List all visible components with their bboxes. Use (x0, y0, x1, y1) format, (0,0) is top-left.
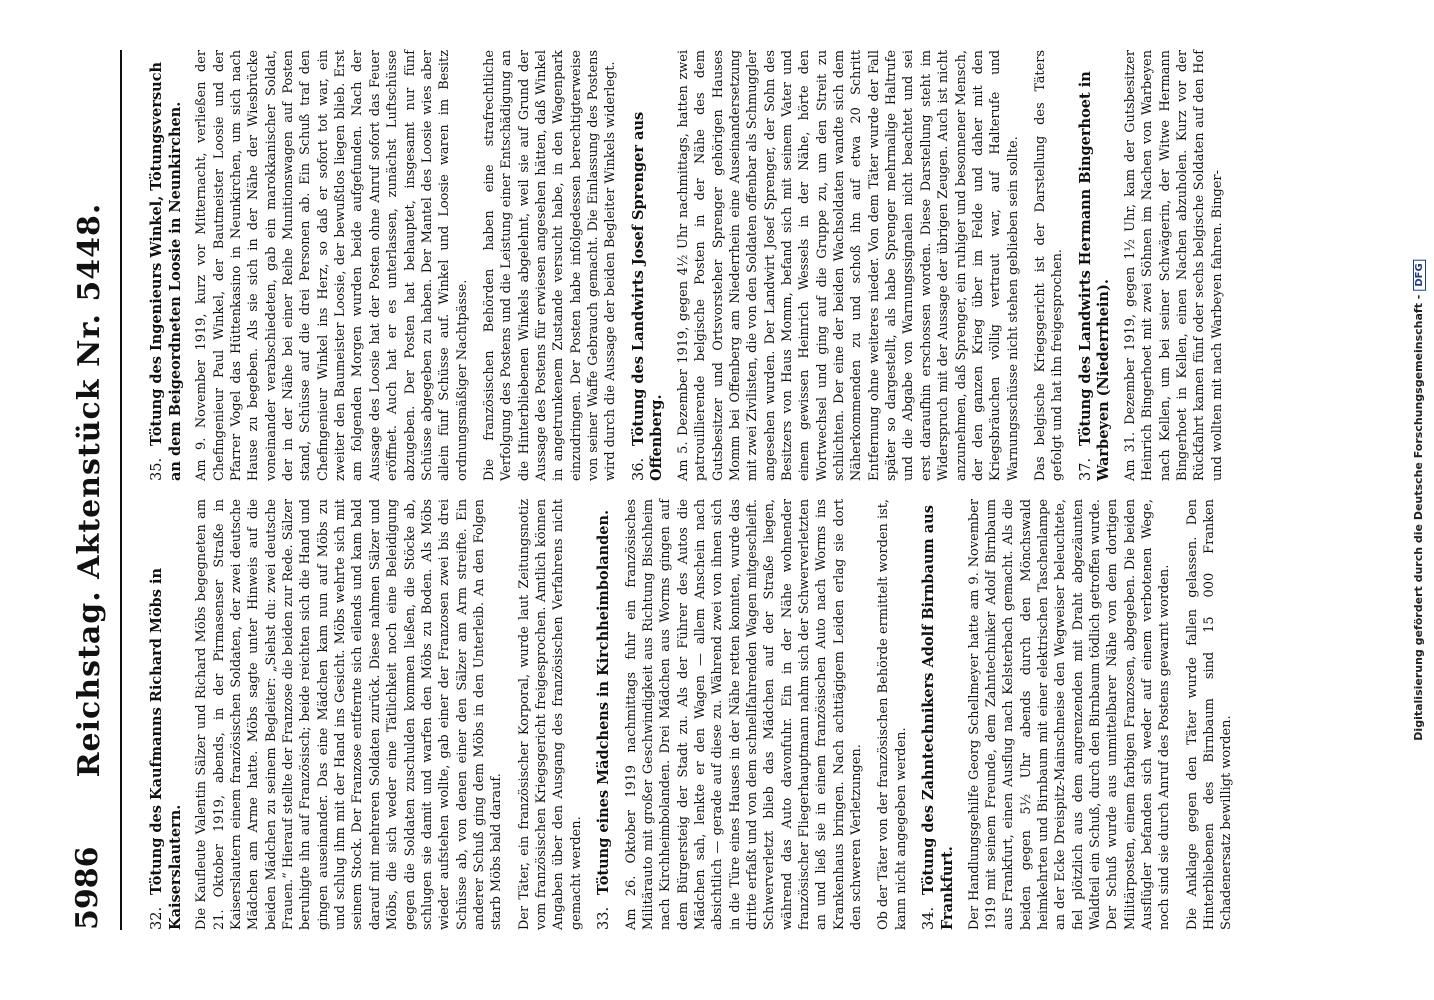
right-column (140, 50, 1246, 481)
paragraph: Der Täter, ein französischer Korporal, wurde laut Zeitungsnotiz vom französischen Kriegsgericht freigesprochen. Amtlich können Angaben über den Ausgang des französischen Verfahrens nicht gemacht werden. (516, 499, 584, 930)
section-32 (148, 499, 585, 930)
section-37 (1077, 50, 1226, 481)
section-heading (1077, 50, 1113, 481)
paragraph: Am 9. November 1919, kurz vor Mitternacht, verließen der Chefingenieur Paul Winkel, der Bautmeister Loosie und der Pfarrer Vogel das Hüttenkasino in Neunkirchen, um sich nach Hause zu begeben. Als sie sich in der Nähe der Wiesbrücke voneinander verabschiedeten, gab ein marokkanischer Soldat, der in der Nähe bei einer Reihe Munitionswagen auf Posten stand, Schüsse auf die drei Personen ab. Ein Schuß traf den Chefingenieur Winkel ins Herz, so daß er sofort tot war, ein zweiter den Baumeister Loosie, der bewußtlos liegen blieb. Erst am folgenden Morgen wurden beide aufgefunden. Nach der Aussage des Loosie hat der Posten ohne Anruf sofort das Feuer eröffnet. Auch hat er es unterlassen, zunächst Luftschüsse abzugeben. Der Posten hat behauptet, insgesamt nur fünf Schüsse abgegeben zu haben. Der Mantel des Loosie wies aber allein fünf Schüsse auf. Winkel und Loosie waren im Besitz ordnungsmäßiger Nachtpässe. (194, 50, 470, 481)
columns (140, 50, 1246, 930)
paragraph: Am 26. Oktober 1919 nachmittags fuhr ein französisches Militärauto mit großer Geschwindigkeit aus Richtung Bischheim nach Kirchheimbolanden. Drei Mädchen aus Worms gingen auf dem Bürgersteig der Stadt zu. Als der Führer des Autos die Mädchen sah, lenkte er den Wagen — allem Anschein nach absichtlich — gerade auf diese zu. Während zwei von ihnen sich in die Türe eines Hauses in der Nähe retten konnten, wurde das dritte erfaßt und von dem schnellfahrenden Wagen mitgeschleift. Schwerverletzt blieb das Mädchen auf der Straße liegen, während das Auto davonfuhr. Ein in der Nähe wohnender französischer Fliegerhauptmann nahm sich der Schwerverletzten an und ließ sie in einem französischen Auto nach Worms ins Krankenhaus bringen. Nach achttägigem Leiden erlag sie dort den schweren Verletzungen. (623, 499, 865, 930)
header-title: Reichstag. Aktenstück Nr. 5448. (72, 202, 107, 778)
credit-text: Digitalisierung gefördert durch die Deutsche Forschungsgemeinschaft - (1412, 294, 1425, 741)
section-33 (595, 499, 910, 930)
page-number: 5986 (70, 846, 105, 930)
section-heading (920, 499, 956, 930)
section-title: Tötung eines Mädchens in Kirchheimbolanden. (594, 509, 612, 895)
paragraph: Am 31. Dezember 1919, gegen 1½ Uhr, kam der Gutsbesitzer Heinrich Bingerhoet mit zwei Söhnen im Nachen von Warbeyen nach Kellen, um bei seiner Schwägerin, der Witwe Hermann Bingerhoet in Kellen, einen Nachen abzuholen. Kurz vor der Rückfahrt kamen fünf oder sechs belgische Soldaten auf den Hof und wollten mit nach Warbeyen fahren. Binger- (1122, 50, 1225, 481)
section-heading (148, 499, 184, 930)
left-column (140, 499, 1246, 930)
page-header (62, 50, 122, 930)
paragraph: Am 5. Dezember 1919, gegen 4½ Uhr nachmittags, hatten zwei patrouillierende belgische Posten in der Nähe des dem Gutsbesitzer und Ortsvorsteher Sprenger gehörigen Hauses Momm bei Offenberg am Niederrhein eine Auseinandersetzung mit zwei Zivilisten, die von den Soldaten offenbar als Schmuggler angesehen wurden. Der Landwirt Josef Sprenger, der Sohn des Besitzers von Haus Momm, befand sich mit seinem Vater und einem gewissen Heinrich Wessels in der Nähe, hörte den Wortwechsel und ging auf die Gruppe zu, um den Streit zu schlichten. Der eine der beiden Wachsoldaten wandte sich dem Näherkommenden zu und schoß ihn auf etwa 20 Schritt Entfernung ohne weiteres nieder. Von dem Täter wurde der Fall später so dargestellt, als habe Sprenger mehrmalige Haltrufe und die Abgabe von Warnungssignalen nicht beachtet und sei erst daraufhin erschossen worden. Diese Darstellung steht im Widerspruch mit der Aussage der übrigen Zeugen. Auch ist nicht anzunehmen, daß Sprenger, ein ruhiger und besonnener Mensch, der den ganzen Krieg über im Felde und daher mit den Kriegsbräuchen völlig vertraut war, auf Halterufe und Warnungsschüsse nicht stehen geblieben sein sollte. (676, 50, 1021, 481)
section-number: 37. (1077, 457, 1094, 481)
document-page (62, 50, 1235, 930)
section-number: 35. (149, 457, 165, 481)
paragraph: Die Anklage gegen den Täter wurde fallen gelassen. Den Hinterbliebenen des Birnbaum sind 15 000 Franken Schadenersatz bewilligt worden. (1184, 499, 1235, 930)
section-34 (920, 499, 1236, 930)
paragraph: Die Kaufleute Valentin Sälzer und Richard Möbs begegneten am 21. Oktober 1919, abends, in der Pirmasenser Straße in Kaiserslautern einem französischen Soldaten, der zwei deutsche Mädchen am Arme hatte. Möbs sagte unter Hinweis auf die beiden Mädchen zu seinem Begleiter: „Siehst du: zwei deutsche Frauen.“ Hierauf stellte der Franzose die beiden zur Rede. Sälzer beruhigte ihn auf Französisch; beide reichten sich die Hand und gingen auseinander. Das eine Mädchen kam nun auf Möbs zu und schlug ihm mit der Hand ins Gesicht. Möbs wehrte sich mit seinem Stock. Der Franzose entfernte sich eilends und kam bald darauf mit mehreren Soldaten zurück. Diese nahmen Sälzer und Möbs, die sich weder eine Tätlichkeit noch eine Beleidigung gegen die Soldaten zuschulden kommen ließen, die Stöcke ab, schlugen sie damit und warfen den Möbs zu Boden. Als Möbs wieder aufstehen wollte, gab einer der Franzosen zwei bis drei Schüsse ab, von denen einer den Sälzer am Arm streifte. Ein anderer Schuß ging dem Möbs in den Unterleib. An den Folgen starb Möbs bald darauf. (194, 499, 505, 930)
section-heading (148, 50, 184, 481)
paragraph: Das belgische Kriegsgericht ist der Darstellung des Täters gefolgt und hat ihn freigesprochen. (1032, 50, 1066, 481)
dfg-logo: DFG (1413, 259, 1426, 290)
section-title: Tötung des Zahntechnikers Adolf Birnbaum aus Frankfurt. (920, 505, 956, 930)
section-number: 36. (630, 457, 647, 481)
section-35 (148, 50, 620, 481)
section-number: 33. (595, 906, 612, 930)
paragraph: Ob der Täter von der französischen Behörde ermittelt worden ist, kann nicht angegeben werden. (876, 499, 909, 930)
section-title: Tötung des Kaufmanns Richard Möbs in Kaiserslautern. (148, 567, 184, 930)
section-heading (595, 499, 614, 930)
paragraph: Die französischen Behörden haben eine strafrechtliche Verfolgung des Postens und die Leistung einer Entschädigung an die Hinterbliebenen Winkels abgelehnt, weil sie auf Grund der Aussage des Postens für erwiesen angesehen hätten, daß Winkel in angetrunkenem Zustande versucht habe, in den Wagenpark einzudringen. Der Posten habe infolgedessen berechtigterweise von seiner Waffe Gebrauch gemacht. Die Einlassung des Postens wird durch die Aussage der beiden Begleiter Winkels widerlegt. (481, 50, 619, 481)
section-number: 34. (921, 906, 938, 930)
digitization-credit (1412, 259, 1426, 740)
section-heading (630, 50, 666, 481)
paragraph: Der Handlungsgehilfe Georg Schellmeyer hatte am 9. November 1919 mit seinem Freunde, dem Zahntechniker Adolf Birnbaum aus Frankfurt, einen Ausflug nach Kelsterbach gemacht. Als die beiden gegen 5½ Uhr abends durch den Mönchswald heimkehrten und Birnbaum mit einer elektrischen Taschenlampe an der Ecke Dreispitz-Mainschneise den Wegweiser beleuchtete, fiel plötzlich aus dem angrenzenden mit Draht abgezäunten Waldteil ein Schuß, durch den Birnbaum tödlich getroffen wurde. Der Schuß wurde aus unmittelbarer Nähe von dem dortigen Militärposten, einem farbigen Franzosen, abgegeben. Die beiden Ausflügler befanden sich weder auf einem verbotenen Wege, noch sind sie durch Anruf des Postens gewarnt worden. (966, 499, 1173, 930)
section-title: Tötung des Landwirts Josef Sprenger aus Offenberg. (629, 111, 666, 481)
section-number: 32. (149, 906, 165, 930)
section-36 (630, 50, 1067, 481)
section-title: Tötung des Landwirts Hermann Bingerhoet in Warbeyen (Niederrhein). (1076, 71, 1113, 481)
section-title: Tötung des Ingenieurs Winkel, Tötungsversuch an dem Beigeordneten Loosie in Neunkirchen. (148, 61, 184, 481)
